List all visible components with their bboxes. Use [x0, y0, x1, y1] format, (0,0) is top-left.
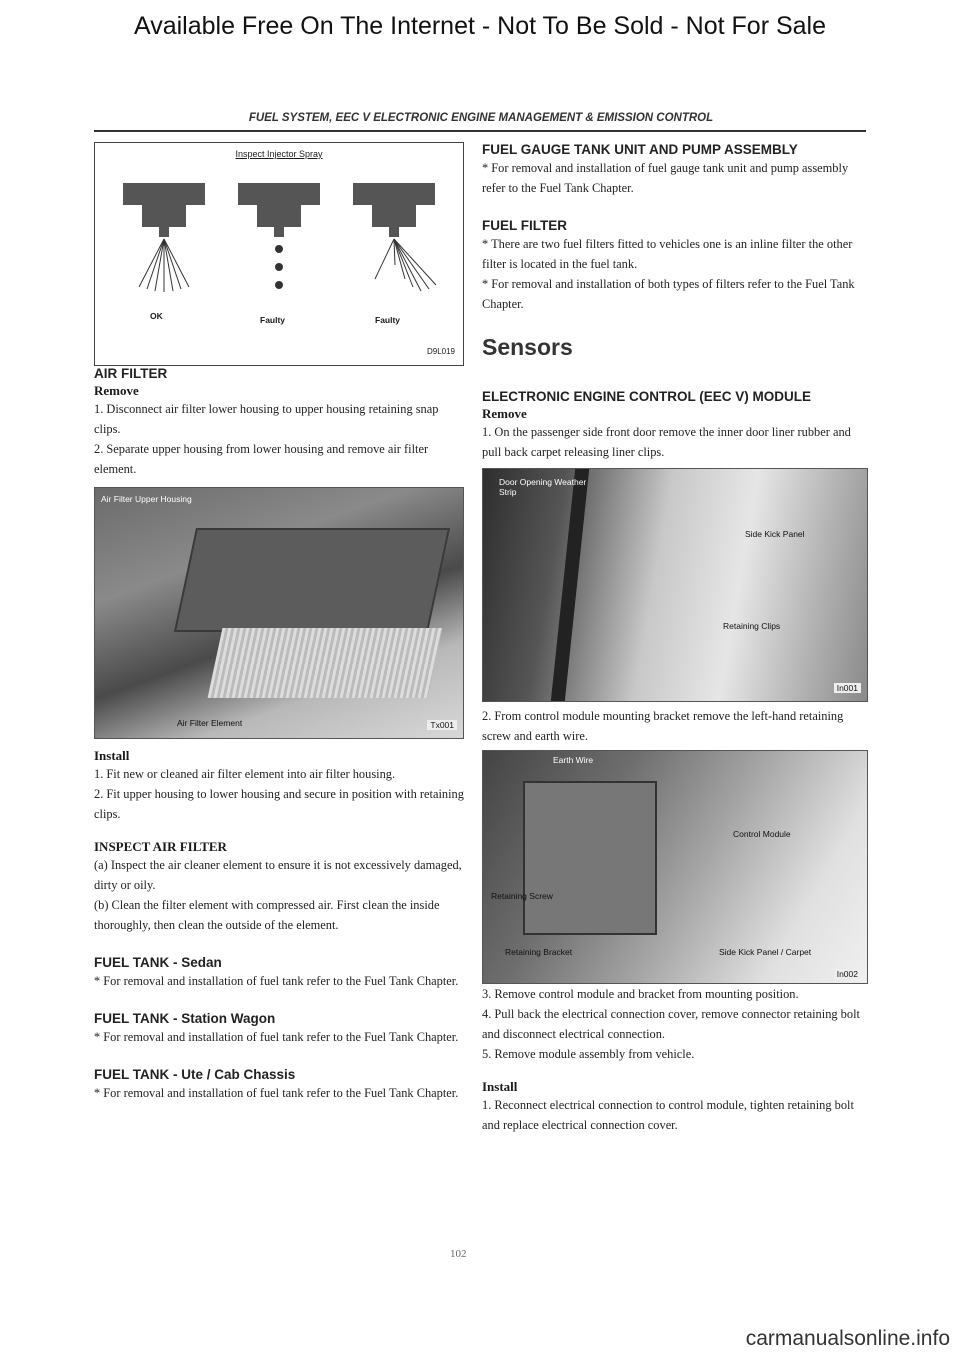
door-opening-photo	[482, 468, 868, 702]
air-filter-remove-heading: Remove	[94, 383, 139, 398]
fuel-tank-ute-heading: FUEL TANK - Ute / Cab Chassis	[94, 1067, 296, 1082]
running-head: FUEL SYSTEM, EEC V ELECTRONIC ENGINE MANAGEMENT & EMISSION CONTROL	[248, 112, 714, 124]
photo-label-filter-element: Air Filter Element	[177, 718, 243, 728]
eec-install-heading: Install	[482, 1079, 518, 1094]
header-rule	[94, 130, 866, 132]
photo2-code: In002	[834, 969, 861, 979]
photo-code: Tx001	[427, 720, 457, 730]
fuel-gauge-text: * For removal and installation of fuel gauge tank unit and pump assembly refer to the Fuel Tank Chapter.	[482, 161, 849, 195]
weather-strip-shape	[551, 469, 589, 701]
eec-step-3: 3. Remove control module and bracket from mounting position.	[482, 987, 799, 1001]
filter-element-shape	[208, 628, 443, 698]
eec-remove-heading: Remove	[482, 406, 527, 421]
banner: Available Free On The Internet - Not To Be Sold - Not For Sale	[133, 12, 827, 40]
figure-code: D9L019	[426, 347, 455, 356]
left-column	[94, 142, 464, 1103]
photo-label-upper-housing: Air Filter Upper Housing	[101, 494, 192, 504]
diagram-title: Inspect Injector Spray	[235, 149, 323, 159]
photo2-label-retaining-bracket: Retaining Bracket	[505, 947, 573, 957]
photo2-label-control-module: Control Module	[733, 829, 791, 839]
eec-step-1: 1. On the passenger side front door remove the inner door liner rubber and pull back carpet releasing liner clips.	[482, 425, 851, 459]
label-faulty-2: Faulty	[375, 315, 401, 325]
eec-step-5: 5. Remove module assembly from vehicle.	[482, 1047, 695, 1061]
fuel-tank-sedan-heading: FUEL TANK - Sedan	[94, 955, 222, 970]
photo2-label-side-kick-carpet: Side Kick Panel / Carpet	[719, 947, 812, 957]
module-shape	[523, 781, 657, 935]
air-filter-install-step-2: 2. Fit upper housing to lower housing and secure in position with retaining clips.	[94, 787, 464, 821]
control-module-photo	[482, 750, 868, 984]
eec-step-4: 4. Pull back the electrical connection cover, remove connector retaining bolt and disconnect electrical connection.	[482, 1007, 860, 1041]
fuel-filter-heading: FUEL FILTER	[482, 218, 567, 233]
inspect-air-filter-heading: INSPECT AIR FILTER	[94, 839, 227, 854]
eec-heading: ELECTRONIC ENGINE CONTROL (EEC V) MODULE	[482, 389, 812, 404]
sensors-heading: Sensors	[482, 334, 573, 360]
inspect-step-b: (b) Clean the filter element with compressed air. First clean the inside thoroughly, then clean the outside of the element.	[94, 898, 440, 932]
fuel-filter-text-2: * For removal and installation of both types of filters refer to the Fuel Tank Chapter.	[482, 277, 855, 311]
fuel-tank-wagon-text: * For removal and installation of fuel tank refer to the Fuel Tank Chapter.	[94, 1030, 459, 1044]
right-column	[482, 142, 868, 1135]
air-filter-install-heading: Install	[94, 748, 130, 763]
photo1-code: In001	[834, 683, 861, 693]
photo1-label-weather-strip: Door Opening Weather Strip	[499, 477, 587, 497]
fuel-filter-text-1: * There are two fuel filters fitted to vehicles one is an inline filter the other filter is located in the fuel tank.	[482, 237, 853, 271]
air-filter-install-step-1: 1. Fit new or cleaned air filter element into air filter housing.	[94, 767, 396, 781]
air-filter-remove-step-2: 2. Separate upper housing from lower housing and remove air filter element.	[94, 442, 429, 476]
eec-install-step-1: 1. Reconnect electrical connection to control module, tighten retaining bolt and replace electrical connection cover.	[482, 1098, 854, 1132]
photo1-label-retaining-clips: Retaining Clips	[723, 621, 781, 631]
photo1-label-side-kick: Side Kick Panel	[745, 529, 805, 539]
injector-spray-diagram	[94, 142, 464, 366]
air-filter-remove-step-1: 1. Disconnect air filter lower housing to upper housing retaining snap clips.	[94, 402, 439, 436]
photo2-label-earth-wire: Earth Wire	[553, 755, 594, 765]
filter-housing-shape	[174, 528, 450, 632]
label-ok: OK	[150, 311, 163, 321]
photo2-label-retaining-screw: Retaining Screw	[491, 891, 553, 901]
inspect-step-a: (a) Inspect the air cleaner element to ensure it is not excessively damaged, dirty or oily.	[94, 858, 462, 892]
air-filter-heading: AIR FILTER	[94, 366, 168, 381]
fuel-tank-sedan-text: * For removal and installation of fuel tank refer to the Fuel Tank Chapter.	[94, 974, 459, 988]
air-filter-photo	[94, 487, 464, 739]
fuel-tank-ute-text: * For removal and installation of fuel tank refer to the Fuel Tank Chapter.	[94, 1086, 459, 1100]
eec-step-2: 2. From control module mounting bracket remove the left-hand retaining screw and earth wire.	[482, 709, 844, 743]
fuel-tank-wagon-heading: FUEL TANK - Station Wagon	[94, 1011, 276, 1026]
footer-watermark: carmanualsonline.info	[745, 1327, 950, 1350]
page-number: 102	[450, 1248, 467, 1260]
fuel-gauge-heading: FUEL GAUGE TANK UNIT AND PUMP ASSEMBLY	[482, 142, 798, 157]
label-faulty-1: Faulty	[260, 315, 286, 325]
